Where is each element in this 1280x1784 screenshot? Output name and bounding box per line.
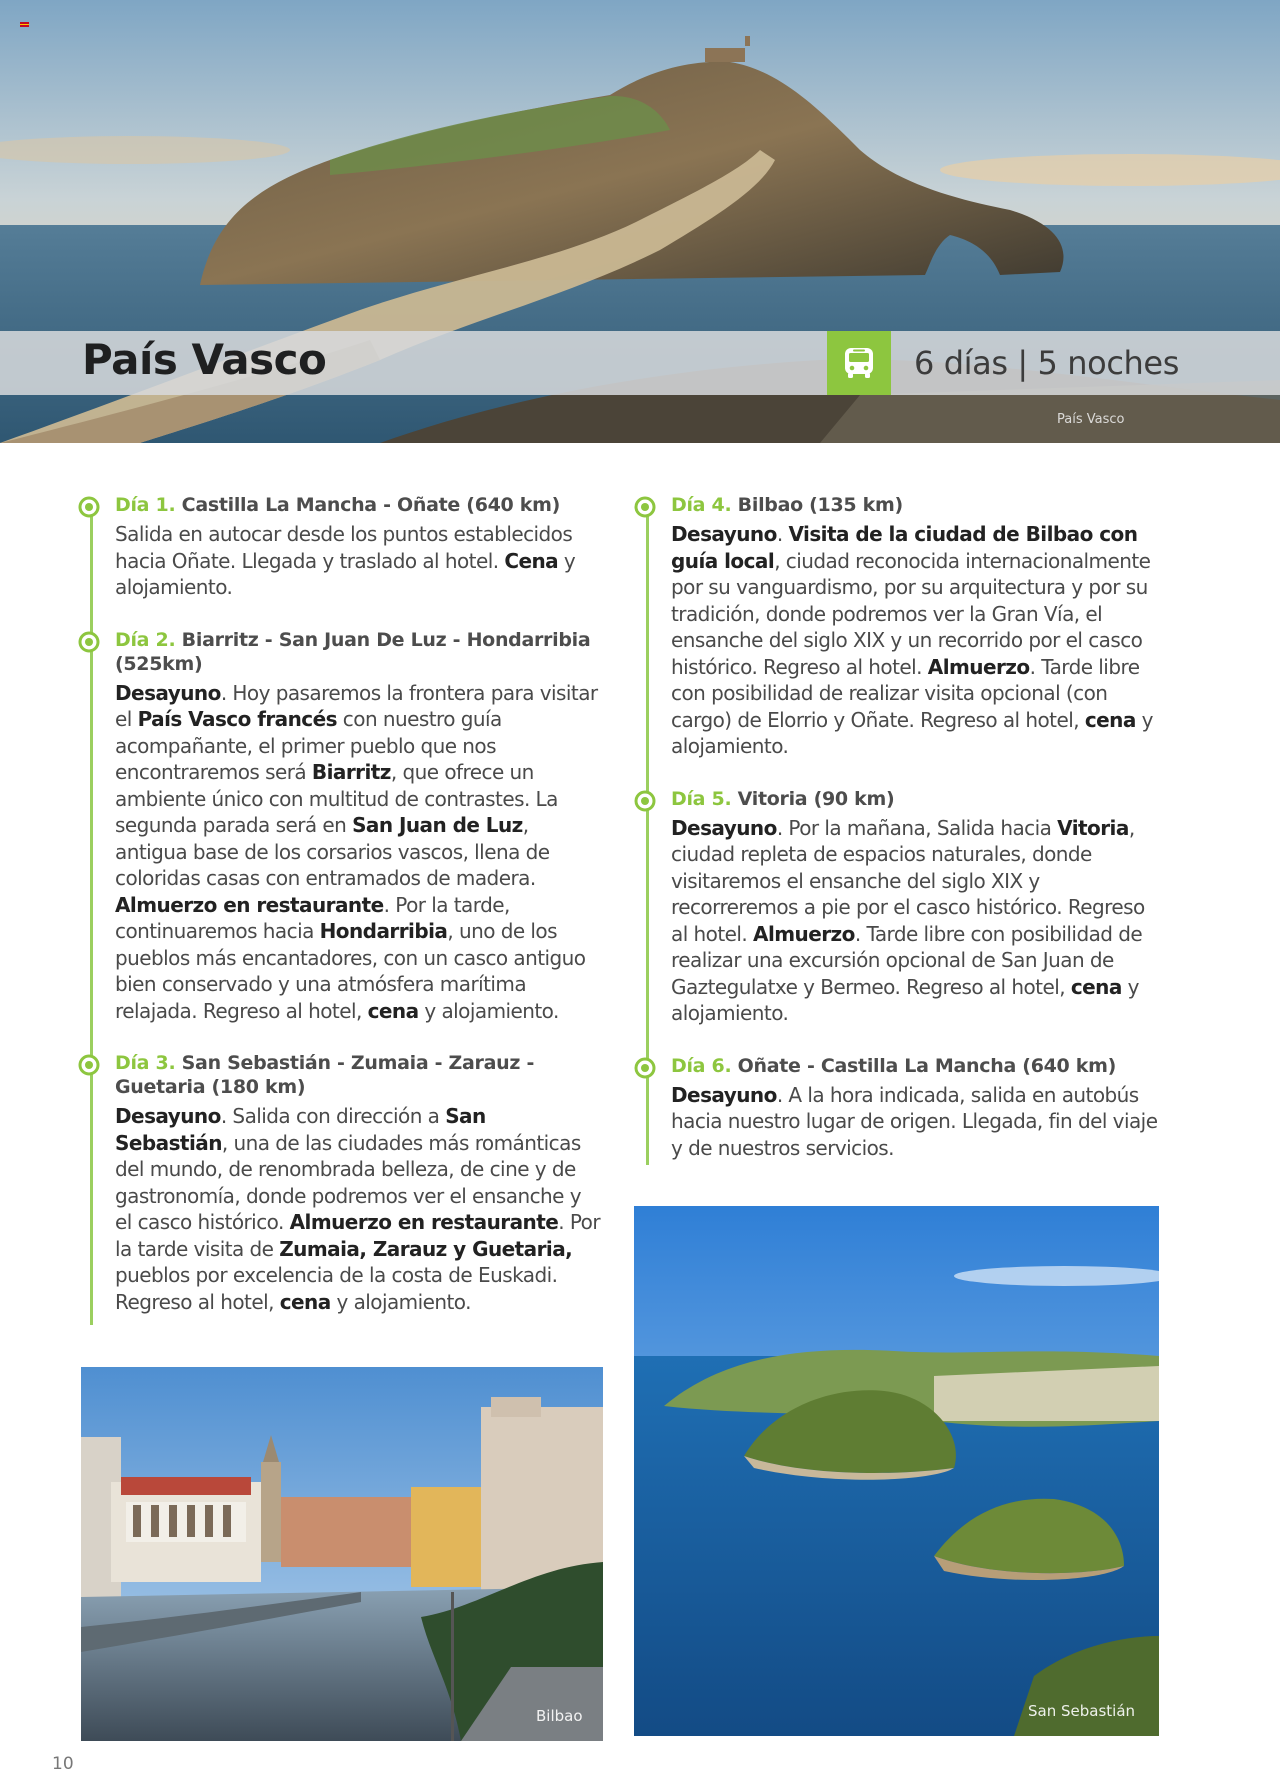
day-route: Bilbao (135 km)	[731, 494, 903, 516]
day-number: Día 6.	[671, 1054, 732, 1077]
hero-banner	[0, 0, 1280, 443]
timeline-line-left	[90, 500, 93, 1325]
hero-caption: País Vasco	[1057, 412, 1125, 427]
day-title	[671, 787, 1159, 811]
day-description	[671, 521, 1159, 760]
highlight-text: cena	[1070, 974, 1122, 999]
highlight-text: cena	[279, 1289, 331, 1314]
timeline-bullet-icon	[78, 631, 100, 653]
itinerary-day	[115, 1051, 601, 1315]
body-text: , ciudad reconocida internacionalmente por su vanguardismo, por su arquitectura y por su tradición, donde podremos ver la Gran Vía, el ensanche del siglo XIX y un recorrido por el casco histórico. Regreso al hotel.	[671, 548, 1151, 679]
body-text: y alojamiento.	[115, 548, 576, 599]
trip-duration: 6 días | 5 noches	[914, 344, 1179, 382]
flag-icon	[20, 22, 29, 27]
itinerary-column-left	[115, 493, 601, 1342]
highlight-text: cena	[1084, 707, 1136, 732]
highlight-text: Desayuno	[115, 1104, 221, 1128]
itinerary-column-right	[671, 493, 1159, 1188]
timeline-bullet-icon	[78, 496, 100, 518]
highlight-text: Desayuno	[671, 1082, 777, 1107]
body-text: Salida en autocar desde los puntos establecidos hacia Oñate. Llegada y traslado al hotel.	[115, 522, 573, 573]
itinerary-day	[671, 787, 1159, 1027]
highlight-text: Desayuno	[115, 680, 221, 705]
highlight-text: Cena	[504, 548, 559, 573]
day-number: Día 2.	[115, 628, 176, 651]
body-text: y alojamiento.	[418, 998, 559, 1023]
highlight-text: cena	[367, 998, 419, 1023]
body-text: . Tarde libre con posibilidad de realizar una excursión opcional de San Juan de Gaztegulatxe y Bermeo. Regreso al hotel,	[671, 921, 1143, 999]
body-text: . Hoy pasaremos la frontera para visitar el	[115, 680, 598, 731]
itinerary-day	[115, 493, 601, 601]
highlight-text: Hondarribia	[319, 919, 448, 943]
body-text: . Por la tarde visita de	[115, 1210, 601, 1261]
transport-badge	[827, 331, 891, 395]
body-text: . A la hora indicada, salida en autobús hacia nuestro lugar de origen. Llegada, fin del viaje y de nuestros servicios.	[671, 1082, 1158, 1160]
body-text: , que ofrece un ambiente único con multitud de contrastes. La segunda parada será en	[115, 760, 558, 837]
body-text: . Por la mañana, Salida hacia	[776, 815, 1058, 840]
timeline-bullet-icon	[634, 790, 656, 812]
highlight-text: Desayuno	[671, 522, 777, 546]
highlight-text: San Sebastián	[115, 1104, 486, 1155]
day-title	[115, 628, 601, 676]
highlight-text: Almuerzo	[927, 654, 1030, 679]
itinerary-day	[671, 493, 1159, 760]
day-number: Día 4.	[671, 494, 732, 516]
body-text: , ciudad repleta de espacios naturales, donde visitaremos el ensanche del siglo XIX y recorreremos a pie por el casco histórico. Regreso al hotel.	[671, 815, 1145, 946]
body-text: con nuestro guía acompañante, el primer pueblo que nos encontraremos será	[115, 707, 502, 784]
timeline-bullet-icon	[634, 496, 656, 518]
day-description	[115, 521, 601, 601]
body-text: , antigua base de los corsarios vascos, llena de coloridas casas con entramados de madera.	[115, 813, 550, 890]
day-description	[671, 1082, 1159, 1162]
day-number: Día 5.	[671, 787, 732, 810]
highlight-text: Vitoria	[1057, 815, 1129, 840]
highlight-text: Zumaia, Zarauz y Guetaria,	[279, 1236, 573, 1261]
body-text: y alojamiento.	[330, 1289, 471, 1314]
body-text: . Por la tarde, continuaremos hacia	[115, 892, 510, 943]
highlight-text: Desayuno	[671, 815, 777, 840]
day-route: Biarritz - San Juan De Luz - Hondarribia (525km)	[115, 628, 591, 675]
highlight-text: Almuerzo en restaurante	[115, 892, 384, 917]
bus-icon	[840, 344, 878, 382]
body-text: , una de las ciudades más románticas del mundo, de renombrada belleza, de cine y de gastronomía, donde podremos ver el ensanche y el casco histórico.	[115, 1130, 582, 1234]
day-description	[115, 680, 601, 1025]
day-number: Día 1.	[115, 494, 176, 516]
body-text: .	[776, 522, 789, 546]
itinerary-day	[671, 1054, 1159, 1162]
itinerary-day	[115, 628, 601, 1025]
highlight-text: Visita de la ciudad de Bilbao con guía local	[671, 522, 1138, 573]
body-text: . Salida con dirección a	[220, 1104, 446, 1128]
day-route: Castilla La Mancha - Oñate (640 km)	[175, 494, 560, 516]
page-number: 10	[52, 1754, 74, 1774]
photo-caption-san-sebastian: San Sebastián	[1028, 1702, 1136, 1720]
highlight-text: Almuerzo en restaurante	[289, 1210, 559, 1234]
highlight-text: San Juan de Luz	[352, 813, 523, 837]
day-route: Oñate - Castilla La Mancha (640 km)	[731, 1054, 1116, 1077]
timeline-bullet-icon	[78, 1054, 100, 1076]
body-text: , uno de los pueblos más encantadores, con un casco antiguo bien conservado y una atmósfera marítima relajada. Regreso al hotel,	[115, 919, 586, 1023]
page-title: País Vasco	[82, 335, 327, 384]
body-text: . Tarde libre con posibilidad de realizar visita opcional (con cargo) de Elorrio y Oñate. Regreso al hotel,	[671, 654, 1140, 732]
body-text: y alojamiento.	[671, 974, 1139, 1025]
highlight-text: Almuerzo	[753, 921, 855, 946]
day-title	[115, 493, 601, 517]
body-text: y alojamiento.	[671, 707, 1153, 758]
day-number: Día 3.	[115, 1052, 176, 1074]
highlight-text: País Vasco francés	[137, 707, 337, 731]
day-description	[671, 815, 1159, 1027]
day-title	[671, 1054, 1159, 1078]
timeline-bullet-icon	[634, 1057, 656, 1079]
highlight-text: Biarritz	[311, 760, 391, 784]
day-route: Vitoria (90 km)	[731, 787, 895, 810]
day-description	[115, 1103, 601, 1315]
body-text: pueblos por excelencia de la costa de Euskadi. Regreso al hotel,	[115, 1263, 558, 1314]
day-title	[671, 493, 1159, 517]
day-title	[115, 1051, 601, 1099]
photo-san-sebastian	[634, 1206, 1159, 1736]
day-route: San Sebastián - Zumaia - Zarauz - Guetaria (180 km)	[115, 1052, 535, 1098]
photo-bilbao	[81, 1367, 603, 1741]
photo-caption-bilbao: Bilbao	[536, 1707, 583, 1725]
